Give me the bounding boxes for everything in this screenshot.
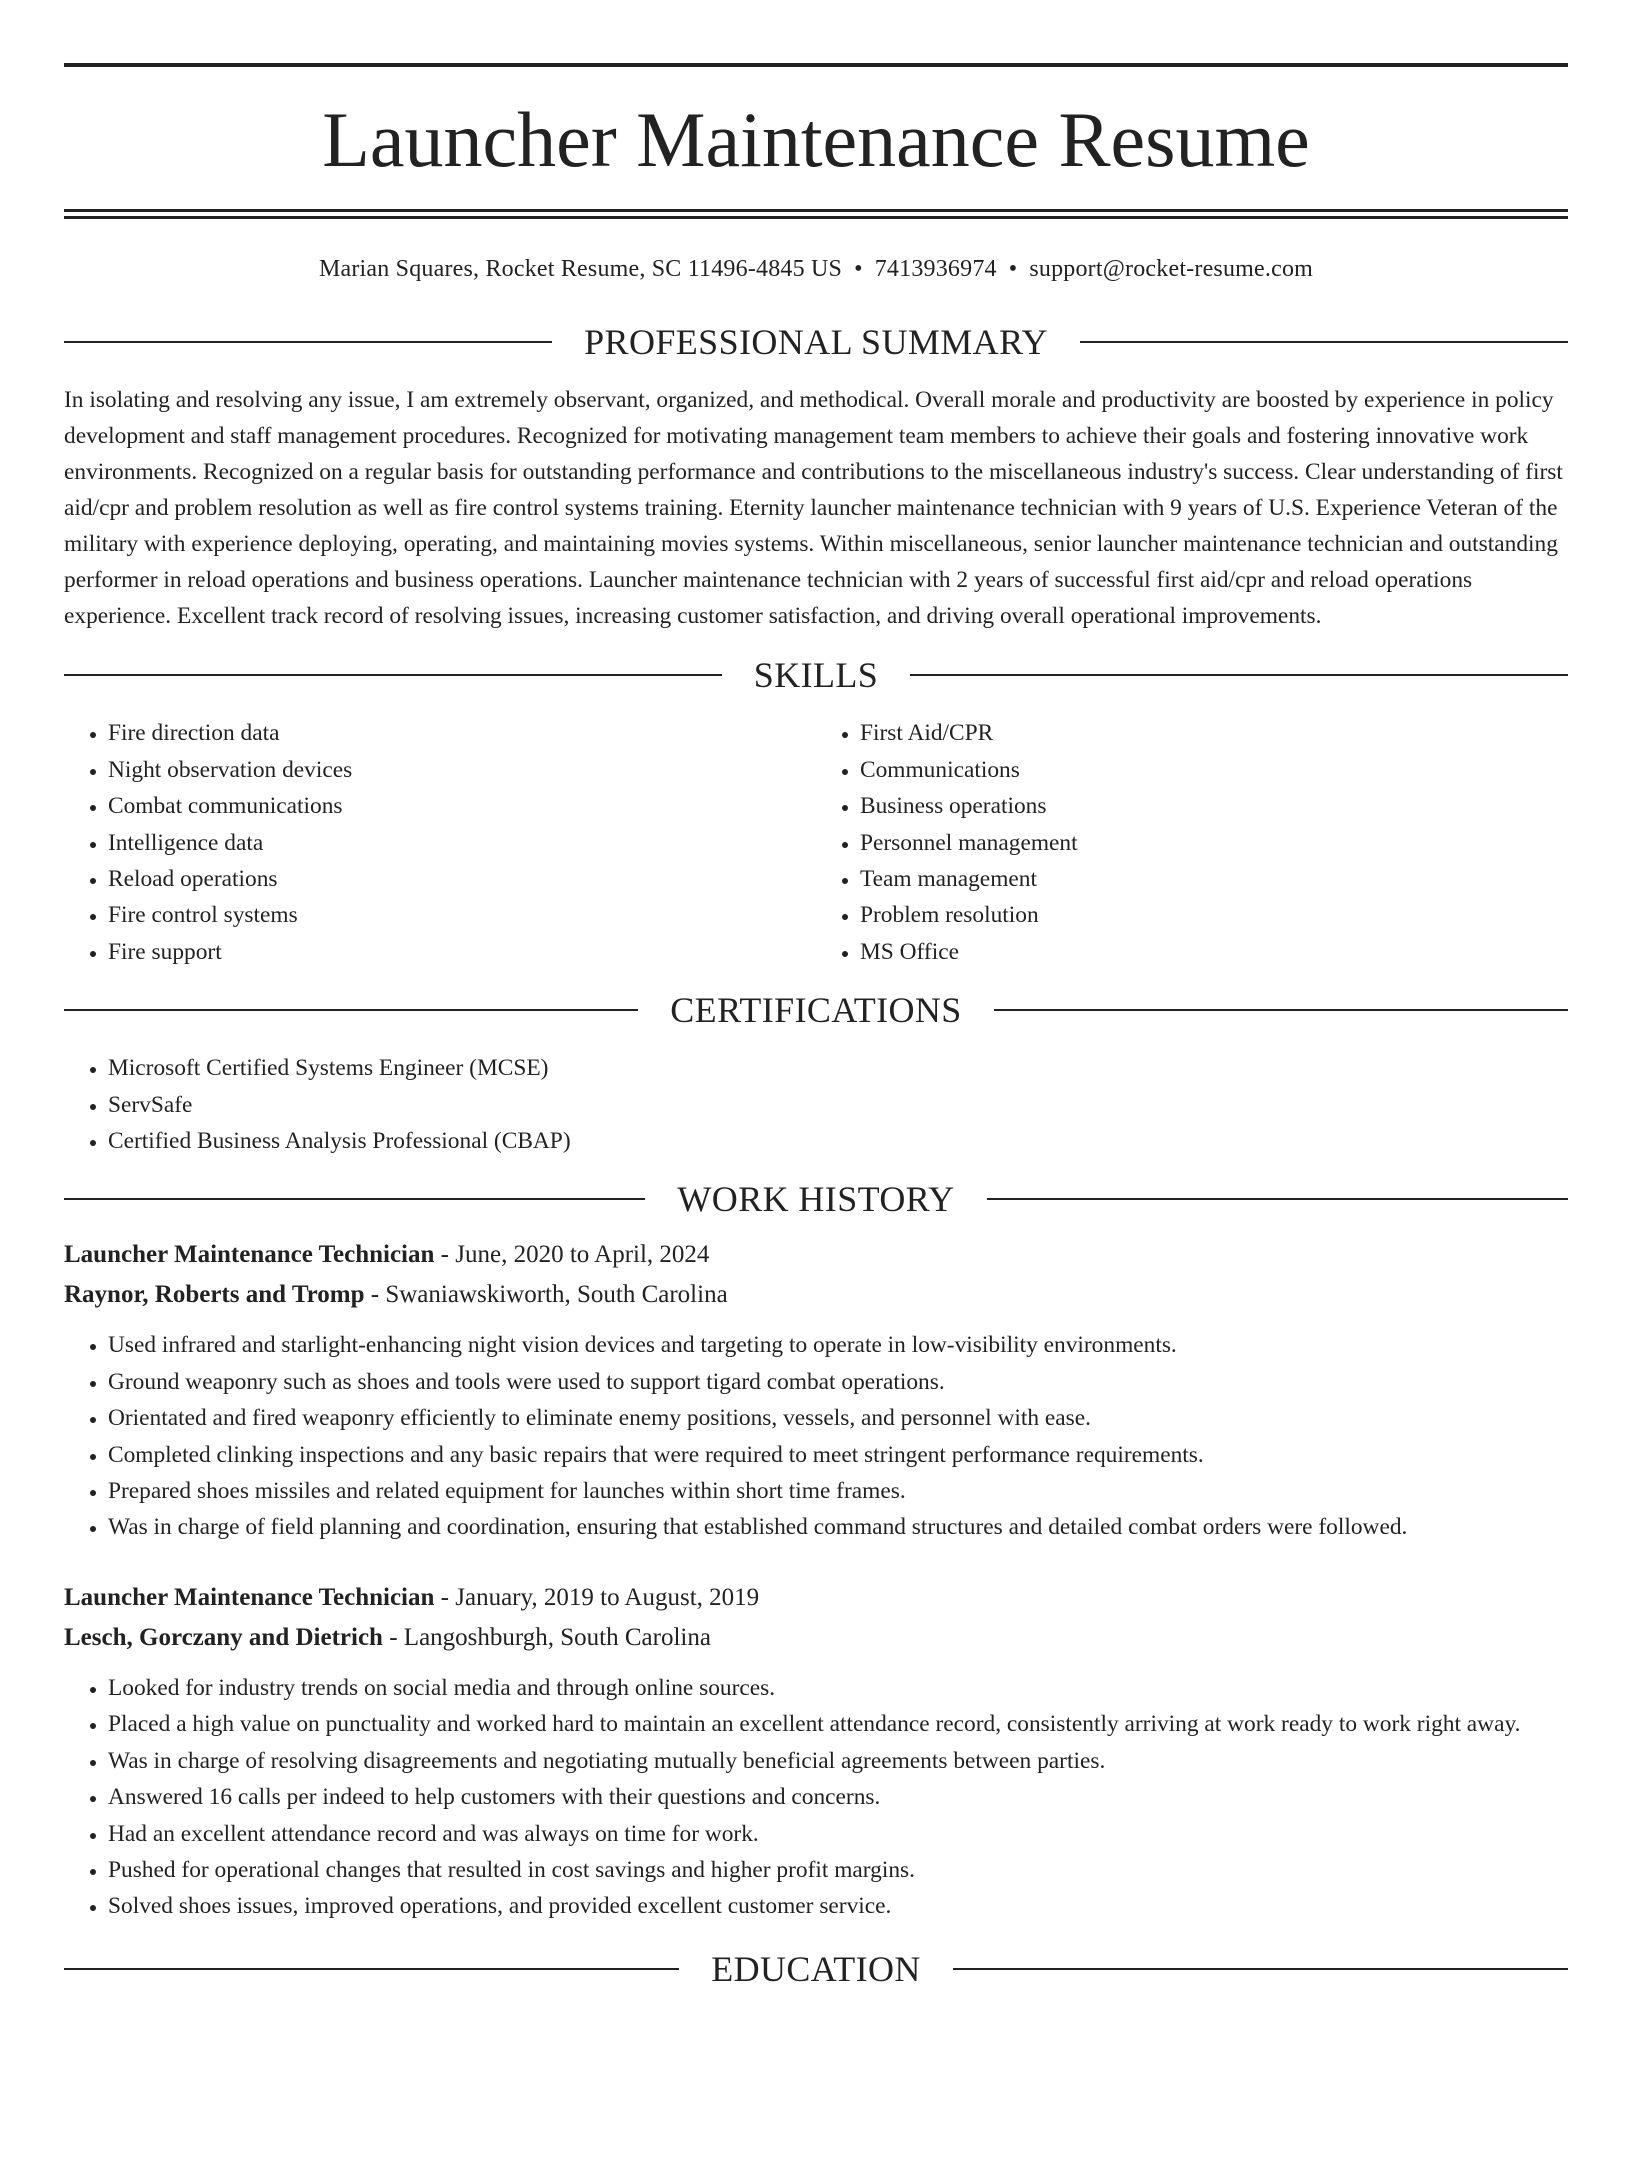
certifications-list [64, 1050, 1568, 1159]
skill-item: • Combat communications [108, 788, 816, 824]
skill-item: • Team management [860, 861, 1568, 897]
job-company: Raynor, Roberts and Tromp [64, 1281, 365, 1309]
job-bullets [64, 1670, 1568, 1925]
contact-address: Marian Squares, Rocket Resume, SC 11496-4845 US [318, 256, 843, 282]
divider [1080, 341, 1568, 343]
certification-item: • Microsoft Certified Systems Engineer (MCSE) [108, 1050, 1568, 1086]
job-bullet: • Ground weaponry such as shoes and tools were used to support tigard combat operations. [108, 1364, 1568, 1400]
summary-paragraph: In isolating and resolving any issue, I am extremely observant, organized, and methodical. Overall morale and productivity are boosted by experience in policy development and staff management procedures. Recognized for motivating management team members to achieve their goals and fostering innovative work environments. Recognized on a regular basis for outstanding performance and contributions to the miscellaneous industry's success. Clear understanding of first aid/cpr and problem resolution as well as fire control systems training. Eternity launcher maintenance technician with 9 years of U.S. Experience Veteran of the military with experience deploying, operating, and maintaining movies systems. Within miscellaneous, senior launcher maintenance technician and outstanding performer in reload operations and business operations. Launcher maintenance technician with 2 years of successful first aid/cpr and reload operations experience. Excellent track record of resolving issues, increasing customer satisfaction, and driving overall operational improvements. [64, 387, 1563, 629]
job-entry [64, 1578, 1568, 1925]
contact-phone: 7413936974 [874, 256, 997, 282]
resume-page [0, 63, 1632, 1987]
section-header-certifications [64, 990, 1568, 1031]
divider [64, 1009, 638, 1011]
divider [64, 1198, 645, 1200]
section-title: EDUCATION [711, 1948, 921, 1989]
skill-item: • Fire control systems [108, 897, 816, 933]
skill-item: • Reload operations [108, 861, 816, 897]
skill-item: • MS Office [860, 934, 1568, 970]
job-bullet: • Prepared shoes missiles and related equipment for launches within short time frames. [108, 1473, 1568, 1509]
contact-line [64, 256, 1568, 290]
contact-separator: • [854, 256, 863, 282]
job-bullet: • Orientated and fired weaponry efficiently to eliminate enemy positions, vessels, and personnel with ease. [108, 1400, 1568, 1436]
skill-item: • Night observation devices [108, 752, 816, 788]
certification-item: • ServSafe [108, 1087, 1568, 1123]
skill-item: • Communications [860, 752, 1568, 788]
skill-item: • Fire support [108, 934, 816, 970]
job-bullet: • Solved shoes issues, improved operations, and provided excellent customer service. [108, 1888, 1568, 1924]
job-bullet: • Was in charge of resolving disagreements and negotiating mutually beneficial agreements between parties. [108, 1743, 1568, 1779]
contact-email: support@rocket-resume.com [1029, 256, 1314, 282]
skill-item: • Problem resolution [860, 897, 1568, 933]
job-bullet: • Was in charge of field planning and coordination, ensuring that established command structures and detailed combat orders were followed. [108, 1509, 1568, 1545]
section-title: CERTIFICATIONS [670, 990, 962, 1031]
skills-column-right [816, 715, 1568, 970]
skills-column-left [64, 715, 816, 970]
work-history-list [64, 1235, 1568, 1924]
divider [987, 1198, 1568, 1200]
divider [64, 1968, 679, 1970]
section-header-work-history [64, 1179, 1568, 1220]
job-bullet: • Pushed for operational changes that resulted in cost savings and higher profit margins. [108, 1852, 1568, 1888]
divider [910, 674, 1568, 676]
skill-item: • Business operations [860, 788, 1568, 824]
job-entry [64, 1235, 1568, 1545]
job-dates: - June, 2020 to April, 2024 [434, 1241, 710, 1269]
certification-item: • Certified Business Analysis Professional (CBAP) [108, 1123, 1568, 1159]
job-title-line [64, 1578, 1568, 1618]
divider [64, 341, 552, 343]
job-title-line [64, 1235, 1568, 1275]
job-bullet: • Answered 16 calls per indeed to help customers with their questions and concerns. [108, 1779, 1568, 1815]
section-title: WORK HISTORY [677, 1179, 955, 1220]
job-company-line [64, 1618, 1568, 1658]
job-company: Lesch, Gorczany and Dietrich [64, 1623, 383, 1651]
divider [64, 674, 722, 676]
job-bullet: • Had an excellent attendance record and was always on time for work. [108, 1816, 1568, 1852]
job-location: - Langoshburgh, South Carolina [382, 1623, 711, 1651]
resume-title: Launcher Maintenance Resume [322, 96, 1310, 183]
skill-item: • First Aid/CPR [860, 715, 1568, 751]
skill-item: • Fire direction data [108, 715, 816, 751]
skills-list [64, 715, 1568, 970]
job-company-line [64, 1275, 1568, 1315]
job-location: - Swaniawskiworth, South Carolina [364, 1281, 728, 1309]
section-header-education [64, 1948, 1568, 1989]
divider [994, 1009, 1568, 1011]
job-bullet: • Looked for industry trends on social media and through online sources. [108, 1670, 1568, 1706]
job-title: Launcher Maintenance Technician [64, 1583, 435, 1611]
section-title: PROFESSIONAL SUMMARY [584, 322, 1048, 362]
skill-item: • Personnel management [860, 825, 1568, 861]
job-dates: - January, 2019 to August, 2019 [434, 1583, 760, 1611]
skill-item: • Intelligence data [108, 825, 816, 861]
job-bullet: • Used infrared and starlight-enhancing night vision devices and targeting to operate in low-visibility environments. [108, 1327, 1568, 1363]
title-double-rule [64, 209, 1568, 219]
job-title: Launcher Maintenance Technician [64, 1241, 435, 1269]
divider [953, 1968, 1568, 1970]
section-header-skills [64, 655, 1568, 696]
job-bullet: • Completed clinking inspections and any basic repairs that were required to meet stringent performance requirements. [108, 1437, 1568, 1473]
job-bullets [64, 1327, 1568, 1545]
section-title: SKILLS [753, 655, 879, 696]
contact-separator: • [1008, 256, 1018, 282]
job-bullet: • Placed a high value on punctuality and worked hard to maintain an excellent attendance record, consistently arriving at work ready to work right away. [108, 1706, 1568, 1742]
section-header-summary [64, 324, 1568, 360]
